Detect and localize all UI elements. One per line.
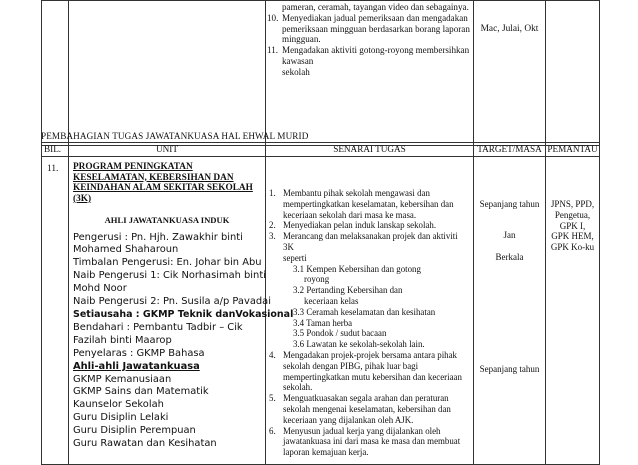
member-line: Mohd Noor	[73, 283, 127, 295]
task-line: mempertingkatkan mutu kebersihan dan keceriaan	[283, 371, 462, 382]
continuation-target-text: Mac, Julai, Okt	[480, 24, 539, 34]
monitor-line: GPK I,	[559, 220, 586, 231]
continuation-tasks-cell	[266, 1, 474, 146]
continuation-task-line: sekolah	[282, 66, 310, 77]
task-line: keceriaan yang dijalankan oleh AJK.	[283, 414, 414, 425]
monitor-cell	[546, 157, 600, 465]
task-subline: 3.5 Pondok / sudut bacaan	[293, 328, 387, 339]
continuation-task-line: 10. Menyediakan jadual pemeriksaan dan mengadakan	[267, 12, 468, 23]
header-target: TARGET/MASA	[474, 143, 546, 157]
member-line: Fazilah binti Maarop	[73, 334, 172, 346]
task-line: 4. Mengadakan projek-projek bersama antara pihak	[269, 349, 457, 360]
task-subline: royong	[304, 274, 330, 285]
continuation-table	[41, 0, 600, 146]
task-subline: 3.1 Kempen Kebersihan dan gotong	[293, 263, 421, 274]
target-text: Sepanjang tahun	[479, 364, 540, 374]
table-row	[42, 157, 600, 465]
tasks-cell	[266, 157, 474, 465]
header-tasks: SENARAI TUGAS	[266, 143, 474, 157]
member-line: Bendahari : Pembantu Tadbir – Cik	[73, 321, 243, 333]
member-line: Guru Rawatan dan Kesihatan	[73, 438, 217, 450]
member-line: Pengerusi : Pn. Hjh. Zawakhir binti	[73, 231, 243, 243]
target-cell	[474, 157, 546, 465]
members-heading: Ahli-ahli Jawatankuasa	[73, 360, 200, 372]
member-line: Naib Pengerusi 2: Pn. Susila a/p Pavadai	[73, 296, 271, 308]
row-number: 11.	[47, 164, 59, 174]
unit-subtitle: AHLI JAWATANKUASA INDUK	[104, 215, 230, 226]
member-line-secretary: Setiausaha : GKMP Teknik danVokasional	[73, 309, 294, 321]
monitor-line: JPNS, PPD,	[550, 199, 595, 209]
continuation-row	[42, 1, 600, 146]
task-line: 1. Membantu pihak sekolah mengawasi dan	[269, 188, 430, 198]
continuation-task-line: pemeriksaan mingguan berdasarkan borang laporan	[282, 23, 470, 34]
member-line: Mohamed Shaharoun	[73, 244, 179, 256]
header-bil: BIL.	[42, 143, 69, 157]
unit-cell	[69, 157, 294, 465]
task-list	[269, 188, 470, 458]
continuation-target-cell	[474, 1, 546, 146]
unit-title: PROGRAM PENINGKATAN KESELAMATAN, KEBERSIHAN DAN KEINDAHAN ALAM SEKITAR SEKOLAH (3K)	[73, 162, 253, 204]
committee-members	[69, 231, 294, 451]
continuation-task-line: mingguan.	[282, 34, 321, 45]
task-line: 6. Menyusun jadual kerja yang dijalankan oleh	[269, 425, 441, 436]
task-line: sekolah dengan PIBG, pihak luar bagi	[283, 360, 419, 371]
task-line: laporan kemajuan kerja.	[283, 447, 369, 458]
continuation-task-line: kawasan	[282, 55, 314, 66]
target-text: Sepanjang tahun	[479, 199, 540, 209]
member-line: Kaunselor Sekolah	[73, 399, 164, 411]
task-line: 5. Menguatkuasakan segala arahan dan peraturan	[269, 393, 449, 404]
continuation-monitor-cell	[546, 1, 600, 146]
task-line: mempertingkatkan keselamatan, kebersihan dan	[283, 198, 454, 209]
header-unit: UNIT	[69, 143, 266, 157]
task-subline: 3.3 Ceramah keselamatan dan kesihatan	[293, 306, 436, 317]
target-text: Berkala	[495, 252, 524, 262]
monitor-line: GPK HEM,	[551, 231, 594, 242]
task-line: jawatankuasa ini dari masa ke masa dan membuat	[283, 436, 461, 447]
task-subline: 3.4 Taman herba	[293, 317, 353, 328]
row-bil-cell	[42, 157, 69, 465]
member-line: Timbalan Pengerusi: En. Johar bin Abu	[73, 257, 262, 269]
target-text: Jan	[503, 230, 516, 240]
member-line: Naib Pengerusi 1: Cik Norhasimah binti	[73, 270, 266, 282]
task-subline: 3.6 Lawatan ke sekolah-sekolah lain.	[293, 339, 425, 350]
task-line: sekolah.	[283, 382, 313, 393]
table-header-row	[42, 143, 600, 157]
section-title: PEMBAHAGIAN TUGAS JAWATANKUASA HAL EHWAL MURID	[41, 131, 309, 141]
monitor-line: GPK Ko-ku	[550, 242, 595, 253]
continuation-task-line: 11. Mengadakan aktiviti gotong-royong membersihkan	[267, 45, 470, 56]
header-monitor: PEMANTAU	[546, 143, 600, 157]
task-line: 3. Merancang dan melaksanakan projek dan aktiviti 3K	[269, 231, 458, 252]
duties-table	[41, 142, 600, 465]
task-line: 2. Menyediakan pelan induk lanskap sekolah.	[269, 220, 437, 231]
task-subline: keceriaan kelas	[304, 295, 359, 306]
continuation-bil-cell	[42, 1, 69, 146]
task-subline: 3.2 Pertanding Kebersihan dan	[293, 285, 403, 296]
member-line: GKMP Kemanusiaan	[73, 373, 172, 385]
task-line: keceriaan sekolah dari masa ke masa.	[283, 209, 417, 220]
member-line: GKMP Sains dan Matematik	[73, 386, 209, 398]
continuation-unit-cell	[69, 1, 266, 146]
member-line: Penyelaras : GKMP Bahasa	[73, 347, 205, 359]
continuation-task-line: pameran, ceramah, tayangan video dan sebagainya.	[282, 2, 469, 12]
monitor-line: Pengetua,	[554, 209, 591, 220]
member-line: Guru Disiplin Perempuan	[73, 425, 196, 437]
member-line: Guru Disiplin Lelaki	[73, 412, 169, 424]
task-line: seperti	[283, 252, 307, 263]
task-line: sekolah mengenai keselamatan, kebersihan dan	[283, 403, 451, 414]
